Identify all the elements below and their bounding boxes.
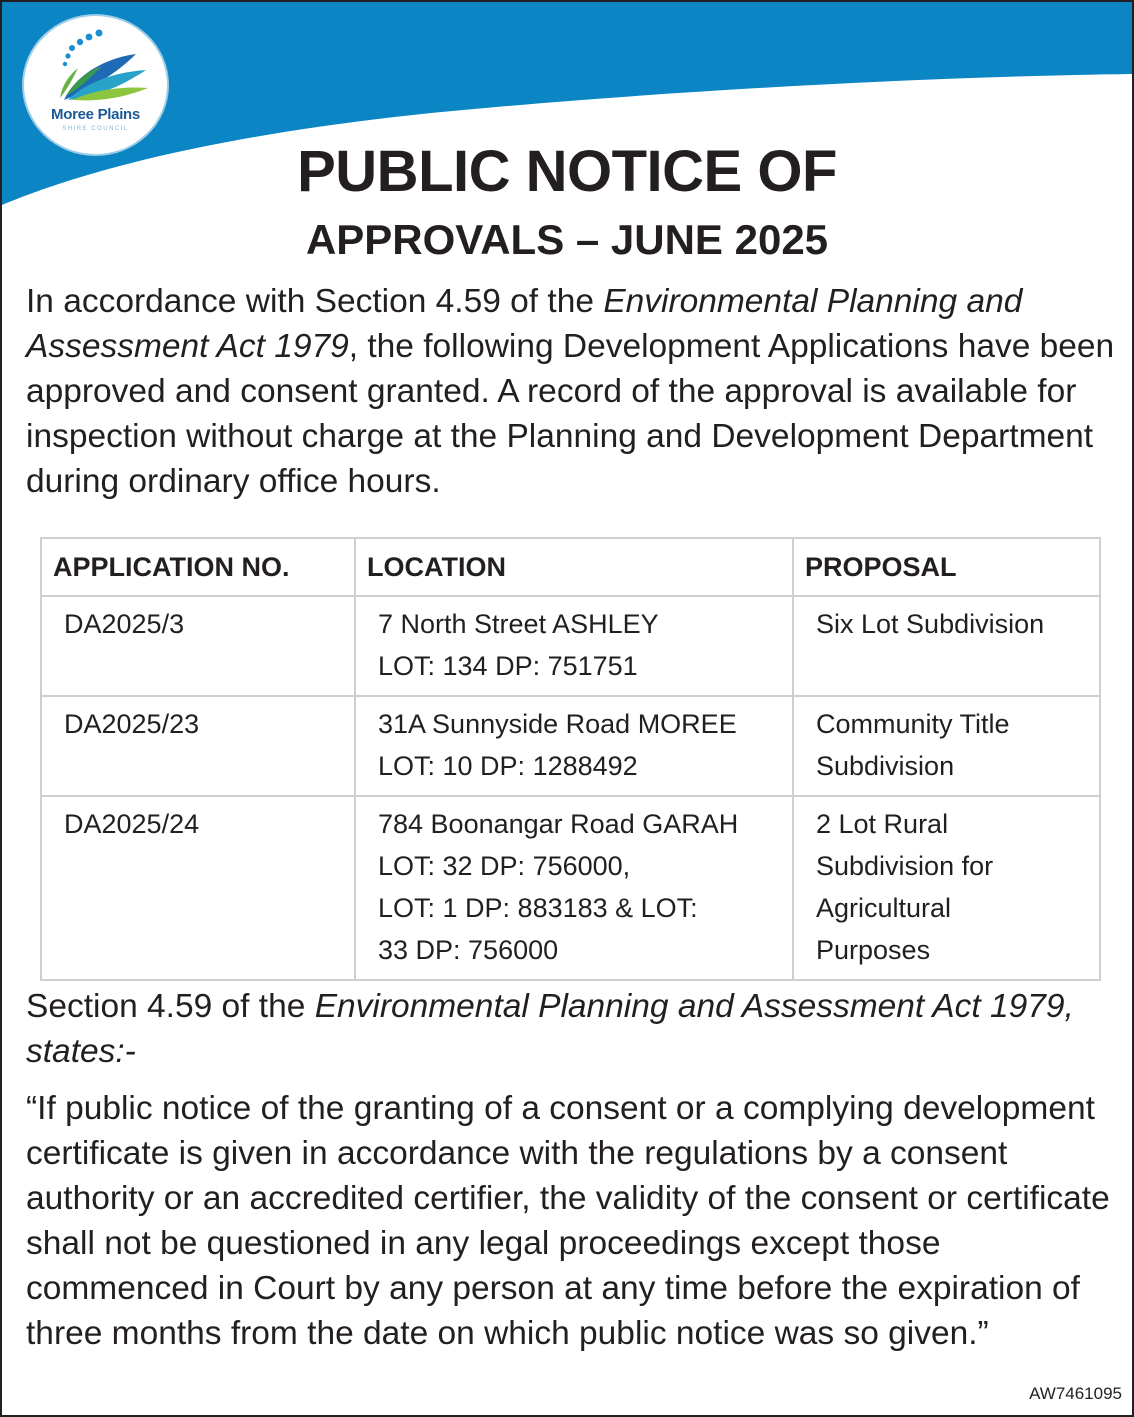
section-text: Section 4.59 of the	[26, 988, 315, 1025]
application-no-cell: DA2025/24	[41, 796, 355, 980]
location-line: 7 North Street ASHLEY	[378, 609, 659, 639]
legislation-quote: “If public notice of the granting of a consent or a complying development certificate is given in accordance with the regulations by a consent authority or an accredited certifier, the validity of the consent or certificate shall not be questioned in any legal proceedings except those commenced in Court by any person at any time before the expiration of three months from the date on which public notice was so given.”	[26, 1090, 1110, 1352]
application-no-cell: DA2025/3	[41, 596, 355, 696]
reference-code: AW7461095	[1029, 1384, 1122, 1403]
location-cell	[355, 796, 793, 980]
council-logo	[24, 16, 167, 154]
intro-text-2: , the following Development Applications have been approved and consent granted. A record of the approval is available for inspection without charge at the Planning and Development Department during ordinary office hours.	[26, 328, 1115, 500]
intro-paragraph	[26, 279, 1116, 504]
proposal-line: Subdivision for	[816, 851, 994, 881]
proposal-line: Purposes	[816, 935, 931, 965]
location-line: LOT: 10 DP: 1288492	[378, 751, 638, 781]
notice-title: PUBLIC NOTICE OF	[297, 139, 837, 204]
proposal-cell	[793, 596, 1100, 696]
header-location: LOCATION	[355, 538, 793, 596]
section-heading	[26, 984, 1116, 1074]
table-row	[41, 696, 1100, 796]
location-cell	[355, 696, 793, 796]
header-proposal: PROPOSAL	[793, 538, 1100, 596]
proposal-line: 2 Lot Rural	[816, 809, 949, 839]
logo-name: Moree Plains	[51, 106, 140, 123]
approvals-table	[40, 537, 1101, 981]
act-name: Environmental Planning and Assessment Act 1979	[26, 283, 1023, 365]
location-line: 784 Boonangar Road GARAH	[378, 809, 739, 839]
proposal-line: Agricultural	[816, 893, 952, 923]
intro-text-1: In accordance with Section 4.59 of the	[26, 283, 604, 320]
proposal-line: Subdivision	[816, 751, 955, 781]
proposal-line: Community Title	[816, 709, 1010, 739]
location-line: LOT: 1 DP: 883183 & LOT:	[378, 893, 698, 923]
location-line: 31A Sunnyside Road MOREE	[378, 709, 737, 739]
table-row	[41, 796, 1100, 980]
notice-subtitle: APPROVALS – JUNE 2025	[305, 216, 829, 263]
location-line: LOT: 32 DP: 756000,	[378, 851, 631, 881]
proposal-cell	[793, 696, 1100, 796]
proposal-cell	[793, 796, 1100, 980]
section-act-name: Environmental Planning and Assessment Act 1979, states:-	[26, 988, 1074, 1070]
location-cell	[355, 596, 793, 696]
table-row	[41, 596, 1100, 696]
location-line: 33 DP: 756000	[378, 935, 559, 965]
logo-subtitle: SHIRE COUNCIL	[62, 126, 129, 132]
header-application-no: APPLICATION NO.	[41, 538, 355, 596]
location-line: LOT: 134 DP: 751751	[378, 651, 638, 681]
leaf-swirl-logo-icon	[24, 16, 167, 154]
table-header-row	[41, 538, 1100, 596]
application-no-cell: DA2025/23	[41, 696, 355, 796]
proposal-line: Six Lot Subdivision	[816, 609, 1045, 639]
